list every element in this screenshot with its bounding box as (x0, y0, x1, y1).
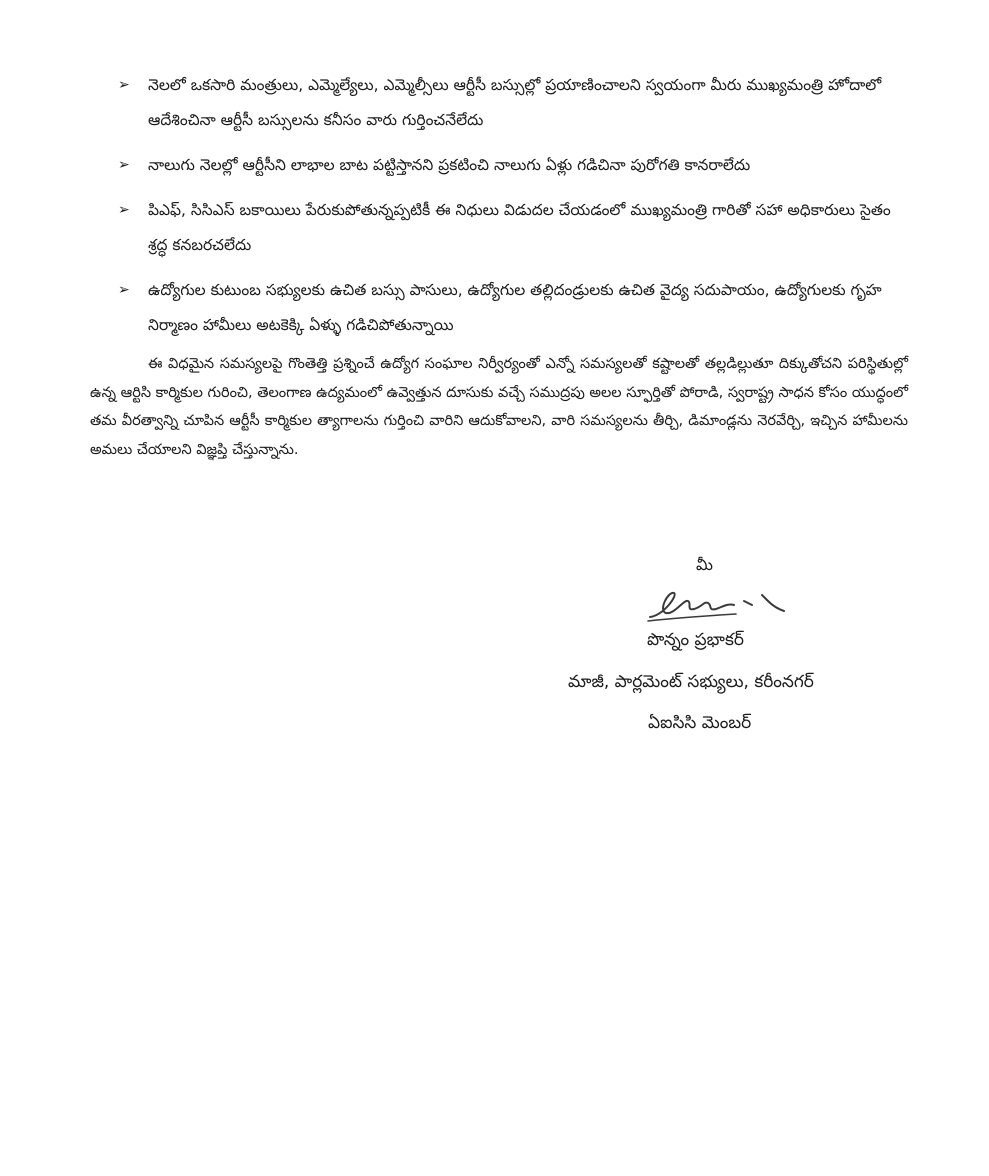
arrow-bullet-icon: ➢ (118, 157, 130, 173)
signer-title: మాజీ, పార్లమెంట్ సభ్యులు, కరీంనగర్ (568, 672, 814, 692)
demand-item (118, 68, 908, 138)
demand-text: ఉద్యోగుల కుటుంబ సభ్యులకు ఉచిత బస్సు పాసులు, ఉద్యోగుల తల్లిదండ్రులకు ఉచిత వైద్య సదుపాయం, ఉద్యోగులకు గృహ నిర్మాణం హామీలు అటకెక్కి ఏళ్ళు గడిచిపోతున్నాయి (148, 281, 882, 334)
demand-item (118, 148, 908, 183)
arrow-bullet-icon: ➢ (118, 202, 130, 218)
handwritten-signature (644, 585, 794, 625)
signer-membership: ఏఐసిసి మెంబర్ (648, 713, 752, 733)
demand-item (118, 193, 908, 263)
arrow-bullet-icon: ➢ (118, 282, 130, 298)
arrow-bullet-icon: ➢ (118, 77, 130, 93)
demand-list (118, 68, 908, 353)
demand-text: పిఎఫ్, సిసిఎస్ బకాయిలు పేరుకుపోతున్నప్పటికీ ఈ నిధులు విడుదల చేయడంలో ముఖ్యమంత్రి గారితో సహా అధికారులు సైతం శ్రద్ధ కనబరచలేదు (148, 201, 891, 254)
demand-text: నాలుగు నెలల్లో ఆర్టీసీని లాభాల బాట పట్టిస్తానని ప్రకటించి నాలుగు ఏళ్లు గడిచినా పురోగతి కానరాలేదు (148, 156, 751, 174)
demand-text: నెలలో ఒకసారి మంత్రులు, ఎమ్మెల్యేలు, ఎమ్మెల్సీలు ఆర్టీసీ బస్సుల్లో ప్రయాణించాలని స్వయంగా మీరు ముఖ్యమంత్రి హోదాలో ఆదేశించినా ఆర్టీసీ బస్సులను కనీసం వారు గుర్తించనేలేదు (148, 76, 882, 129)
signer-name: పొన్నం ప్రభాకర్ (647, 630, 744, 650)
appeal-paragraph: ఈ విధమైన సమస్యలపై గొంతెత్తి ప్రశ్నించే ఉద్యోగ సంఘాల నిర్వీర్యంతో ఎన్నో సమస్యలతో కష్టాలతో తల్లడిల్లుతూ దిక్కుతోచని పరిస్థితుల్లో ఉన్న ఆర్టిసి కార్మికుల గురించి, తెలంగాణ ఉద్యమంలో ఉవ్వెత్తున దూసుకు వచ్చే సముద్రపు అలల స్ఫూర్తితో పోరాడి, స్వరాష్ట్ర సాధన కోసం యుద్ధంలో తమ వీరత్వాన్ని చూపిన ఆర్టీసీ కార్మికుల త్యాగాలను గుర్తించి వారిని ఆదుకోవాలని, వారి సమస్యలను తీర్చి, డిమాండ్లను నెరవేర్చి, ఇచ్చిన హామీలను అమలు చేయాలని విజ్ఞప్తి చేస్తున్నాను. (90, 356, 908, 458)
demand-item (118, 273, 908, 343)
closing-salutation: మీ (696, 555, 713, 574)
